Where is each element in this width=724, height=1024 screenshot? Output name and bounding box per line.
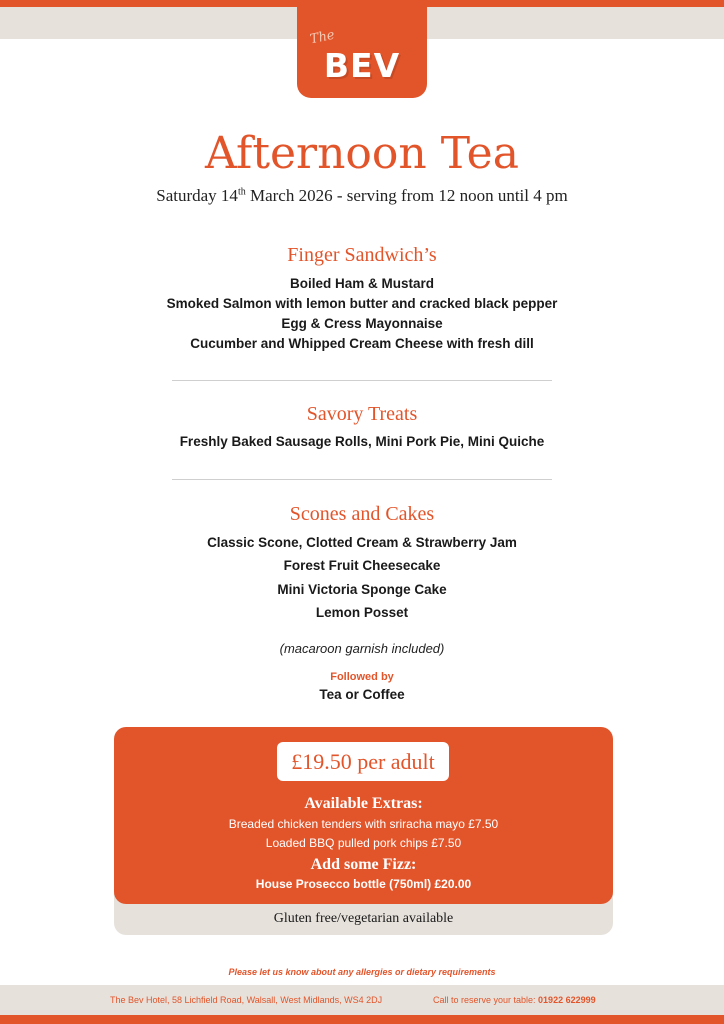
date-post: March 2026 - serving from 12 noon until 4 pm — [245, 186, 568, 205]
menu-item: Forest Fruit Cheesecake — [283, 558, 441, 573]
menu-item: Freshly Baked Sausage Rolls, Mini Pork Pie, Mini Quiche — [179, 434, 545, 449]
phone-number: 01922 622999 — [538, 995, 596, 1005]
menu-item: Classic Scone, Clotted Cream & Strawberry Jam — [207, 535, 517, 550]
section-title-scones: Scones and Cakes — [289, 503, 435, 525]
divider — [172, 479, 552, 480]
bev-logo — [297, 0, 427, 98]
event-date — [0, 186, 724, 206]
allergy-note: Please let us know about any allergies or dietary requirements — [228, 967, 496, 977]
extras-title: Available Extras: — [304, 795, 423, 812]
divider — [172, 380, 552, 381]
extra-item: Breaded chicken tenders with sriracha mayo £7.50 — [228, 817, 499, 831]
menu-item: Lemon Posset — [315, 605, 409, 620]
extra-item: Loaded BBQ pulled pork chips £7.50 — [265, 836, 462, 850]
hotel-address: The Bev Hotel, 58 Lichfield Road, Walsall, West Midlands, WS4 2DJ — [110, 995, 383, 1005]
bottom-stripe — [0, 1015, 724, 1024]
date-pre: Saturday 14 — [156, 186, 238, 205]
gluten-note: Gluten free/vegetarian available — [273, 911, 454, 926]
date-suffix: th — [237, 186, 246, 198]
section-title-sandwiches: Finger Sandwich’s — [287, 244, 437, 266]
section-title-savory: Savory Treats — [306, 403, 418, 425]
logo-small-text: The — [308, 27, 337, 48]
followed-by-value: Tea or Coffee — [319, 687, 405, 702]
menu-item: Cucumber and Whipped Cream Cheese with fresh dill — [190, 336, 534, 351]
logo-main-text: BEV — [323, 46, 401, 85]
reserve-line — [433, 995, 596, 1005]
menu-item: Mini Victoria Sponge Cake — [277, 582, 447, 597]
fizz-item: House Prosecco bottle (750ml) £20.00 — [255, 877, 472, 891]
reserve-label: Call to reserve your table: — [433, 995, 539, 1005]
menu-item: Boiled Ham & Mustard — [289, 276, 435, 291]
menu-item: Smoked Salmon with lemon butter and cracked black pepper — [166, 296, 558, 311]
price-badge: £19.50 per adult — [277, 742, 449, 781]
followed-by-label: Followed by — [330, 671, 394, 683]
page-title: Afternoon Tea — [205, 128, 519, 179]
garnish-note: (macaroon garnish included) — [279, 641, 445, 656]
menu-item: Egg & Cress Mayonnaise — [281, 316, 443, 331]
fizz-title: Add some Fizz: — [310, 856, 417, 873]
